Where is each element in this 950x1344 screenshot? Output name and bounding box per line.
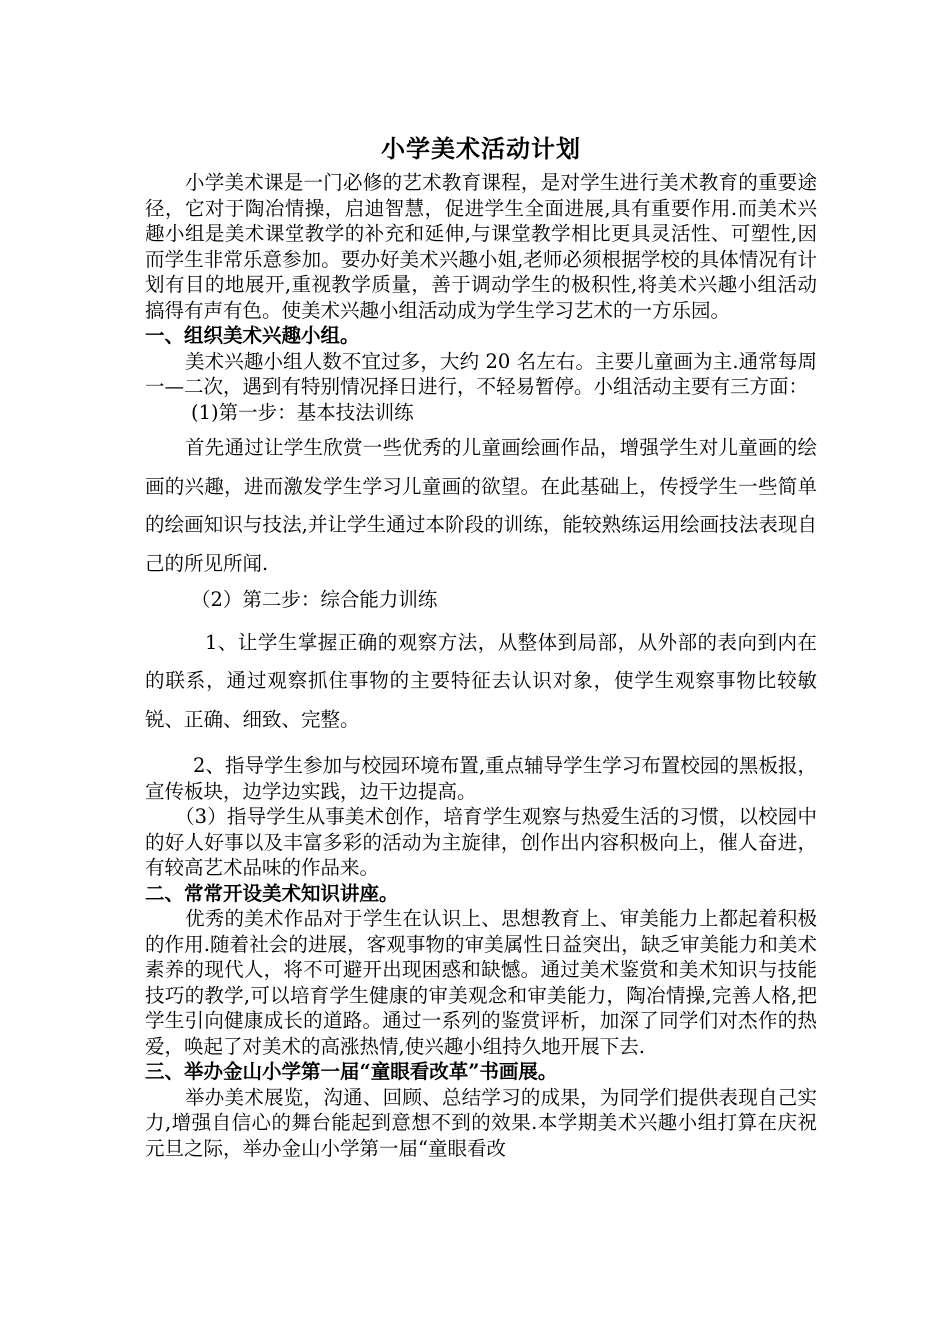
step-1-paragraph: 首先通过让学生欣赏一些优秀的儿童画绘画作品，增强学生对儿童画的绘画的兴趣，进而激发学生学习儿童画的欲望。在此基础上，传授学生一些简单的绘画知识与技法,并让学生通过本阶段的训练，能较熟练运用绘画技法表现自己的所见所闻. — [145, 436, 817, 575]
section-3-heading: 三、举办金山小学第一届“童眼看改革”书画展。 — [145, 1060, 558, 1083]
step-2-heading: （2）第二步：综合能力训练 — [191, 588, 438, 611]
page-title: 小学美术活动计划 — [381, 134, 581, 163]
step-2-item-1: 1、让学生掌握正确的观察方法，从整体到局部，从外部的表向到内在的联系，通过观察抓住事物的主要特征去认识对象，使学生观察事物比较敏锐、正确、细致、完整。 — [145, 630, 817, 731]
step-1-heading: (1)第一步：基本技法训练 — [191, 400, 414, 424]
step-2-item-2: 2、指导学生参加与校园环境布置,重点辅导学生学习布置校园的黑板报，宣传板块，边学边实践，边干边提高。 — [145, 754, 817, 803]
section-2-paragraph: 优秀的美术作品对于学生在认识上、思想教育上、审美能力上都起着积极的作用.随着社会的进展，客观事物的审美属性日益突出，缺乏审美能力和美术素养的现代人，将不可避开出现困惑和缺憾。通过美术鉴赏和美术知识与技能技巧的教学,可以培育学生健康的审美观念和审美能力，陶冶情操,完善人格,把学生引向健康成长的道路。通过一系列的鉴赏评析，加深了同学们对杰作的热爱，唤起了对美术的高涨热情,使兴趣小组持久地开展下去. — [145, 907, 817, 1058]
intro-paragraph: 小学美术课是一门必修的艺术教育课程，是对学生进行美术教育的重要途径，它对于陶冶情操，启迪智慧，促进学生全面进展,具有重要作用.而美术兴趣小组是美术课堂教学的补充和延伸,与课堂教学相比更具灵活性、可塑性,因而学生非常乐意参加。要办好美术兴趣小姐,老师必须根据学校的具体情况有计划有目的地展开,重视教学质量，善于调动学生的极积性,将美术兴趣小组活动搞得有声有色。使美术兴趣小组活动成为学生学习艺术的一方乐园。 — [145, 171, 817, 322]
section-2-heading: 二、常常开设美术知识讲座。 — [145, 881, 399, 905]
step-3-paragraph: （3）指导学生从事美术创作，培育学生观察与热爱生活的习惯，以校园中的好人好事以及丰富多彩的活动为主旋律，创作出内容积极向上，催人奋进，有较高艺术品味的作品来。 — [145, 805, 817, 879]
section-3-paragraph: 举办美术展览，沟通、回顾、总结学习的成果，为同学们提供表现自己实力,增强自信心的舞台能起到意想不到的效果.本学期美术兴趣小组打算在庆祝元旦之际，举办金山小学第一届“童眼看改 — [145, 1085, 817, 1160]
section-1-heading: 一、组织美术兴趣小组。 — [145, 324, 360, 347]
document-page — [145, 130, 817, 1161]
section-1-paragraph: 美术兴趣小组人数不宜过多，大约 20 名左右。主要儿童画为主.通常每周一—二次，遇到有特别情况择日进行，不轻易暂停。小组活动主要有三方面： — [145, 349, 817, 398]
